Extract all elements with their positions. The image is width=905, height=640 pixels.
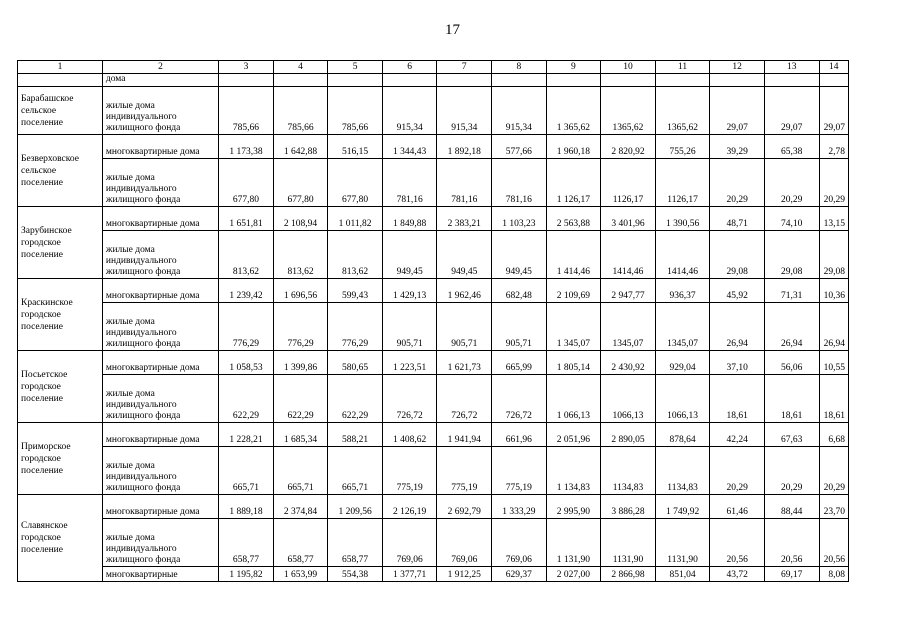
- value-cell: 677,80: [273, 159, 328, 207]
- table-row: [18, 423, 849, 447]
- value-cell: 39,29: [710, 135, 765, 159]
- value-cell: 29,08: [819, 231, 848, 279]
- value-cell: 20,29: [764, 159, 819, 207]
- value-cell: 1 429,13: [382, 279, 437, 303]
- housing-type-cell: многоквартирные дома: [102, 351, 218, 375]
- value-cell: 2 108,94: [273, 207, 328, 231]
- value-cell: 74,10: [764, 207, 819, 231]
- value-cell: 20,29: [819, 447, 848, 495]
- value-cell: 1 408,62: [382, 423, 437, 447]
- value-cell: 1 414,46: [546, 231, 601, 279]
- value-cell: 949,45: [382, 231, 437, 279]
- value-cell: 1 642,88: [273, 135, 328, 159]
- value-cell: 18,61: [710, 375, 765, 423]
- value-cell: 2 430,92: [601, 351, 656, 375]
- value-cell: 516,15: [328, 135, 383, 159]
- value-cell: 1 399,86: [273, 351, 328, 375]
- value-cell: 1 849,88: [382, 207, 437, 231]
- settlement-name: Барабашское сельское поселение: [18, 87, 103, 135]
- value-cell: 1 066,13: [546, 375, 601, 423]
- value-cell: 2 383,21: [437, 207, 492, 231]
- value-cell: 1 058,53: [219, 351, 274, 375]
- table-row: [18, 375, 849, 423]
- table-row: [18, 74, 849, 87]
- value-cell: 29,07: [764, 87, 819, 135]
- value-cell: 1 209,56: [328, 495, 383, 519]
- value-cell: 1 892,18: [437, 135, 492, 159]
- value-cell: 599,43: [328, 279, 383, 303]
- value-cell: 1134,83: [655, 447, 710, 495]
- table-row: [18, 351, 849, 375]
- value-cell: 2 692,79: [437, 495, 492, 519]
- value-cell: 878,64: [655, 423, 710, 447]
- value-cell: 67,63: [764, 423, 819, 447]
- value-cell: 915,34: [437, 87, 492, 135]
- value-cell: 665,71: [219, 447, 274, 495]
- value-cell: 23,70: [819, 495, 848, 519]
- value-cell: 1 223,51: [382, 351, 437, 375]
- value-cell: 813,62: [273, 231, 328, 279]
- value-cell: 905,71: [437, 303, 492, 351]
- housing-type-cell: жилые дома индивидуального жилищного фонда: [102, 159, 218, 207]
- value-cell: 1 651,81: [219, 207, 274, 231]
- value-cell: 554,38: [328, 567, 383, 582]
- value-cell: 775,19: [382, 447, 437, 495]
- value-cell: 3 886,28: [601, 495, 656, 519]
- value-cell: 776,29: [219, 303, 274, 351]
- value-cell: 43,72: [710, 567, 765, 582]
- value-cell: 20,29: [764, 447, 819, 495]
- value-cell: 2 051,96: [546, 423, 601, 447]
- value-cell: 1 621,73: [437, 351, 492, 375]
- value-cell: 56,06: [764, 351, 819, 375]
- housing-type-cell: многоквартирные дома: [102, 279, 218, 303]
- value-cell: 1 653,99: [273, 567, 328, 582]
- value-cell: 20,56: [710, 519, 765, 567]
- housing-type-cell: многоквартирные дома: [102, 207, 218, 231]
- value-cell: 726,72: [382, 375, 437, 423]
- settlement-name: Приморское городское поселение: [18, 423, 103, 495]
- value-cell: 65,38: [764, 135, 819, 159]
- value-cell: 2 109,69: [546, 279, 601, 303]
- area-cell: [18, 74, 103, 87]
- value-cell: 813,62: [328, 231, 383, 279]
- column-header-9: 9: [546, 61, 601, 74]
- value-cell: 26,94: [710, 303, 765, 351]
- value-cell: 2 563,88: [546, 207, 601, 231]
- value-cell: 1 195,82: [219, 567, 274, 582]
- value-cell: 1 333,29: [492, 495, 547, 519]
- column-header-11: 11: [655, 61, 710, 74]
- value-cell: 1 889,18: [219, 495, 274, 519]
- value-cell: 1 390,56: [655, 207, 710, 231]
- housing-type-cell: многоквартирные: [102, 567, 218, 582]
- value-cell: 18,61: [764, 375, 819, 423]
- value-cell: 929,04: [655, 351, 710, 375]
- header-row: [18, 61, 849, 74]
- value-cell: 29,07: [819, 87, 848, 135]
- table-row: [18, 87, 849, 135]
- housing-type-cell: жилые дома индивидуального жилищного фонда: [102, 447, 218, 495]
- housing-type-cell: жилые дома индивидуального жилищного фонда: [102, 231, 218, 279]
- value-cell: 1 912,25: [437, 567, 492, 582]
- value-cell: 949,45: [437, 231, 492, 279]
- value-cell: 20,56: [819, 519, 848, 567]
- value-cell: 1 941,94: [437, 423, 492, 447]
- value-cell: 48,71: [710, 207, 765, 231]
- table-row: [18, 447, 849, 495]
- value-cell: 1365,62: [655, 87, 710, 135]
- value-cell: 1131,90: [655, 519, 710, 567]
- value-cell: 20,56: [764, 519, 819, 567]
- value-cell: 1 685,34: [273, 423, 328, 447]
- table-row: [18, 519, 849, 567]
- value-cell: 42,24: [710, 423, 765, 447]
- value-cell: 2 027,00: [546, 567, 601, 582]
- column-header-2: 2: [102, 61, 218, 74]
- value-cell: 781,16: [492, 159, 547, 207]
- value-cell: 658,77: [328, 519, 383, 567]
- housing-type-cell: многоквартирные дома: [102, 423, 218, 447]
- value-cell: 949,45: [492, 231, 547, 279]
- value-cell: 905,71: [382, 303, 437, 351]
- housing-type-cell: дома: [102, 74, 218, 87]
- value-cell: 26,94: [819, 303, 848, 351]
- settlement-name: Безверховское сельское поселение: [18, 135, 103, 207]
- value-cell: 1 960,18: [546, 135, 601, 159]
- value-cell: 755,26: [655, 135, 710, 159]
- value-cell: 2,78: [819, 135, 848, 159]
- value-cell: 1 805,14: [546, 351, 601, 375]
- column-header-3: 3: [219, 61, 274, 74]
- housing-type-cell: жилые дома индивидуального жилищного фонда: [102, 375, 218, 423]
- value-cell: 775,19: [437, 447, 492, 495]
- value-cell: 665,71: [273, 447, 328, 495]
- value-cell: 2 820,92: [601, 135, 656, 159]
- column-header-7: 7: [437, 61, 492, 74]
- value-cell: 1414,46: [601, 231, 656, 279]
- value-cell: 1 345,07: [546, 303, 601, 351]
- value-cell: 915,34: [492, 87, 547, 135]
- value-cell: 622,29: [273, 375, 328, 423]
- column-header-10: 10: [601, 61, 656, 74]
- value-cell: 29,08: [710, 231, 765, 279]
- value-cell: 785,66: [273, 87, 328, 135]
- value-cell: 1 134,83: [546, 447, 601, 495]
- value-cell: 851,04: [655, 567, 710, 582]
- table-row: [18, 279, 849, 303]
- value-cell: 1126,17: [655, 159, 710, 207]
- column-header-8: 8: [492, 61, 547, 74]
- value-cell: 10,36: [819, 279, 848, 303]
- value-cell: 88,44: [764, 495, 819, 519]
- value-cell: 629,37: [492, 567, 547, 582]
- table-body: [18, 74, 849, 582]
- value-cell: 6,68: [819, 423, 848, 447]
- value-cell: 785,66: [219, 87, 274, 135]
- value-cell: 20,29: [819, 159, 848, 207]
- value-cell: 1 344,43: [382, 135, 437, 159]
- value-cell: 580,65: [328, 351, 383, 375]
- value-cell: 677,80: [219, 159, 274, 207]
- table-row: [18, 567, 849, 582]
- value-cell: 661,96: [492, 423, 547, 447]
- value-cell: 1126,17: [601, 159, 656, 207]
- value-cell: 18,61: [819, 375, 848, 423]
- value-cell: 2 890,05: [601, 423, 656, 447]
- value-cell: 677,80: [328, 159, 383, 207]
- value-cell: 781,16: [382, 159, 437, 207]
- value-cell: 588,21: [328, 423, 383, 447]
- value-cell: 61,46: [710, 495, 765, 519]
- value-cell: 13,15: [819, 207, 848, 231]
- housing-type-cell: жилые дома индивидуального жилищного фонда: [102, 519, 218, 567]
- table-row: [18, 135, 849, 159]
- value-cell: 1 962,46: [437, 279, 492, 303]
- value-cell: 1 749,92: [655, 495, 710, 519]
- column-header-12: 12: [710, 61, 765, 74]
- value-cell: 622,29: [328, 375, 383, 423]
- value-cell: 20,29: [710, 447, 765, 495]
- value-cell: 1 131,90: [546, 519, 601, 567]
- value-cell: 3 401,96: [601, 207, 656, 231]
- value-cell: 1 365,62: [546, 87, 601, 135]
- value-cell: 622,29: [219, 375, 274, 423]
- column-header-5: 5: [328, 61, 383, 74]
- value-cell: 29,07: [710, 87, 765, 135]
- value-cell: 1365,62: [601, 87, 656, 135]
- value-cell: 915,34: [382, 87, 437, 135]
- housing-type-cell: многоквартирные дома: [102, 135, 218, 159]
- table-row: [18, 159, 849, 207]
- tariff-table: [17, 60, 849, 582]
- value-cell: 1 228,21: [219, 423, 274, 447]
- value-cell: 665,99: [492, 351, 547, 375]
- value-cell: 2 866,98: [601, 567, 656, 582]
- value-cell: 2 374,84: [273, 495, 328, 519]
- value-cell: 1345,07: [601, 303, 656, 351]
- value-cell: 2 995,90: [546, 495, 601, 519]
- value-cell: 776,29: [273, 303, 328, 351]
- value-cell: 10,55: [819, 351, 848, 375]
- value-cell: 1 696,56: [273, 279, 328, 303]
- value-cell: 905,71: [492, 303, 547, 351]
- value-cell: 1 377,71: [382, 567, 437, 582]
- value-cell: 45,92: [710, 279, 765, 303]
- housing-type-cell: жилые дома индивидуального жилищного фонда: [102, 303, 218, 351]
- column-header-6: 6: [382, 61, 437, 74]
- settlement-name: Славянское городское поселение: [18, 495, 103, 582]
- column-header-4: 4: [273, 61, 328, 74]
- page-number: 17: [445, 22, 460, 38]
- value-cell: 1 011,82: [328, 207, 383, 231]
- value-cell: 8,08: [819, 567, 848, 582]
- value-cell: 2 126,19: [382, 495, 437, 519]
- value-cell: 29,08: [764, 231, 819, 279]
- value-cell: 1 173,38: [219, 135, 274, 159]
- value-cell: 813,62: [219, 231, 274, 279]
- value-cell: 769,06: [382, 519, 437, 567]
- value-cell: 682,48: [492, 279, 547, 303]
- value-cell: 658,77: [273, 519, 328, 567]
- value-cell: 69,17: [764, 567, 819, 582]
- settlement-name: Посьетское городское поселение: [18, 351, 103, 423]
- value-cell: 1345,07: [655, 303, 710, 351]
- value-cell: 1414,46: [655, 231, 710, 279]
- value-cell: 1 239,42: [219, 279, 274, 303]
- value-cell: 26,94: [764, 303, 819, 351]
- value-cell: 769,06: [492, 519, 547, 567]
- value-cell: 20,29: [710, 159, 765, 207]
- value-cell: 781,16: [437, 159, 492, 207]
- value-cell: 726,72: [492, 375, 547, 423]
- value-cell: 577,66: [492, 135, 547, 159]
- value-cell: 769,06: [437, 519, 492, 567]
- column-header-13: 13: [764, 61, 819, 74]
- value-cell: 658,77: [219, 519, 274, 567]
- value-cell: 2 947,77: [601, 279, 656, 303]
- value-cell: 1 126,17: [546, 159, 601, 207]
- settlement-name: Зарубинское городское поселение: [18, 207, 103, 279]
- value-cell: 726,72: [437, 375, 492, 423]
- table-row: [18, 231, 849, 279]
- column-header-14: 14: [819, 61, 848, 74]
- table-row: [18, 207, 849, 231]
- value-cell: 1131,90: [601, 519, 656, 567]
- column-number-header: [18, 61, 849, 74]
- settlement-name: Краскинское городское поселение: [18, 279, 103, 351]
- value-cell: 71,31: [764, 279, 819, 303]
- table-row: [18, 303, 849, 351]
- value-cell: 665,71: [328, 447, 383, 495]
- value-cell: 1 103,23: [492, 207, 547, 231]
- table-row: [18, 495, 849, 519]
- value-cell: 785,66: [328, 87, 383, 135]
- value-cell: 936,37: [655, 279, 710, 303]
- value-cell: 1134,83: [601, 447, 656, 495]
- value-cell: 1066,13: [601, 375, 656, 423]
- value-cell: 1066,13: [655, 375, 710, 423]
- housing-type-cell: жилые дома индивидуального жилищного фонда: [102, 87, 218, 135]
- value-cell: 37,10: [710, 351, 765, 375]
- column-header-1: 1: [18, 61, 103, 74]
- housing-type-cell: многоквартирные дома: [102, 495, 218, 519]
- value-cell: 775,19: [492, 447, 547, 495]
- value-cell: 776,29: [328, 303, 383, 351]
